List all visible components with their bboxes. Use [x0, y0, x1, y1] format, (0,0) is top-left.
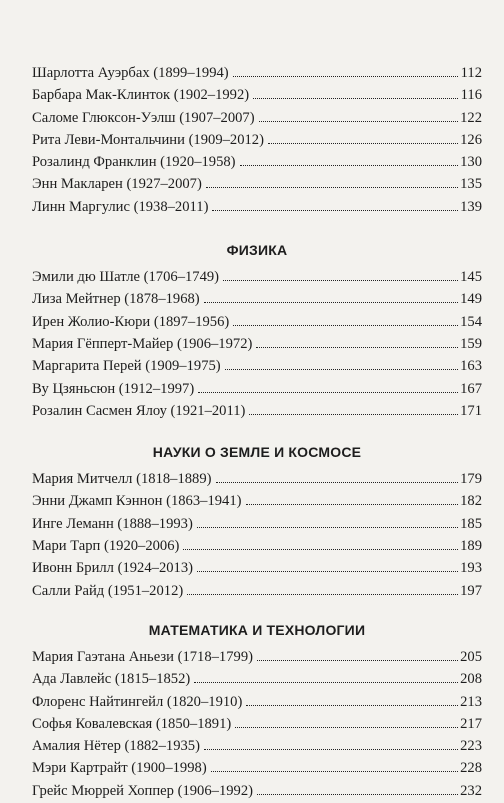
toc-entry-name: Ада Лавлейс (1815–1852)	[32, 671, 191, 688]
toc-entry[interactable]	[32, 646, 482, 668]
toc-entry-page: 197	[460, 582, 482, 599]
toc-entry-name: Амалия Нётер (1882–1935)	[32, 738, 200, 755]
dot-leader	[198, 392, 458, 393]
toc-entry-page: 126	[460, 131, 482, 148]
dot-leader	[216, 482, 458, 483]
toc-entry[interactable]	[32, 355, 482, 377]
dot-leader	[257, 660, 458, 661]
toc-entry-page: 217	[460, 715, 482, 732]
toc-entry-name: Рита Леви-Монтальчини (1909–2012)	[32, 131, 264, 148]
toc-entry-page: 167	[460, 380, 482, 397]
toc-entry[interactable]	[32, 490, 482, 512]
toc-entry-name: Эмили дю Шатле (1706–1749)	[32, 269, 220, 286]
toc-entry-name: Ивонн Брилл (1924–2013)	[32, 560, 193, 577]
toc-section-earth-space	[32, 442, 482, 602]
toc-entry-page: 149	[460, 291, 482, 308]
toc-entry-page: 182	[460, 493, 482, 510]
toc-entry-name: Маргарита Перей (1909–1975)	[32, 358, 221, 375]
dot-leader	[197, 571, 458, 572]
section-heading: ФИЗИКА	[226, 242, 288, 259]
dot-leader	[206, 187, 458, 188]
toc-entry-name: Салли Райд (1951–2012)	[32, 582, 184, 599]
dot-leader	[240, 165, 458, 166]
dot-leader	[246, 504, 459, 505]
toc-entry-name: Грейс Мюррей Хоппер (1906–1992)	[32, 782, 253, 799]
dot-leader	[233, 76, 458, 77]
toc-entry-name: Мария Митчелл (1818–1889)	[32, 471, 212, 488]
toc-entry[interactable]	[32, 311, 482, 333]
toc-entry-page: 122	[460, 109, 482, 126]
toc-entry-page: 208	[460, 671, 482, 688]
dot-leader	[257, 794, 458, 795]
toc-entry-page: 213	[460, 693, 482, 710]
section-heading: МАТЕМАТИКА И ТЕХНОЛОГИИ	[148, 621, 366, 638]
dot-leader	[204, 749, 458, 750]
toc-entry-page: 154	[460, 313, 482, 330]
toc-entry-name: Линн Маргулис (1938–2011)	[32, 198, 209, 215]
dot-leader	[259, 121, 458, 122]
toc-section-math-tech	[32, 620, 482, 802]
toc-entry[interactable]	[32, 468, 482, 490]
toc-entry-page: 112	[460, 65, 482, 81]
toc-entry[interactable]	[32, 333, 482, 355]
toc-entry-page: 171	[460, 402, 482, 419]
toc-entry[interactable]	[32, 735, 482, 757]
toc-entry-name: Ирен Жолио-Кюри (1897–1956)	[32, 313, 230, 330]
dot-leader	[246, 705, 458, 706]
dot-leader	[256, 347, 458, 348]
toc-entry-page: 185	[460, 515, 482, 532]
toc-entry[interactable]	[32, 266, 482, 288]
toc-entry-name: Мэри Картрайт (1900–1998)	[32, 760, 207, 777]
toc-entry-name: Лиза Мейтнер (1878–1968)	[32, 291, 200, 308]
dot-leader	[235, 727, 458, 728]
dot-leader	[249, 414, 458, 415]
toc-entry-page: 135	[460, 176, 482, 193]
toc-section-continued	[32, 62, 482, 218]
toc-entry[interactable]	[32, 400, 482, 422]
toc-entry[interactable]	[32, 580, 482, 602]
toc-entry-page: 159	[460, 335, 482, 352]
toc-entry-page: 189	[460, 538, 482, 555]
toc-entry-name: Софья Ковалевская (1850–1891)	[32, 715, 232, 732]
toc-section-physics	[32, 240, 482, 422]
toc-entry[interactable]	[32, 557, 482, 579]
toc-entry[interactable]	[32, 668, 482, 690]
toc-entry[interactable]	[32, 535, 482, 557]
toc-entry-name: Шарлотта Ауэрбах (1899–1994)	[32, 65, 229, 81]
toc-entry-name: Энни Джамп Кэннон (1863–1941)	[32, 493, 242, 510]
toc-entry[interactable]	[32, 513, 482, 535]
dot-leader	[204, 302, 458, 303]
dot-leader	[212, 210, 458, 211]
toc-entry[interactable]	[32, 107, 482, 129]
dot-leader	[187, 594, 458, 595]
toc-entry-page: 145	[460, 269, 482, 286]
toc-entry-name: Энн Макларен (1927–2007)	[32, 176, 202, 193]
toc-entry[interactable]	[32, 151, 482, 173]
toc-entry-page: 232	[460, 782, 482, 799]
dot-leader	[211, 771, 458, 772]
toc-entry-name: Розалин Сасмен Ялоу (1921–2011)	[32, 402, 246, 419]
toc-entry[interactable]	[32, 378, 482, 400]
toc-entry-page: 130	[460, 154, 482, 171]
toc-entry[interactable]	[32, 757, 482, 779]
toc-entry[interactable]	[32, 173, 482, 195]
toc-entry-name: Флоренс Найтингейл (1820–1910)	[32, 693, 243, 710]
toc-entry-page: 116	[460, 87, 482, 104]
section-spacer	[32, 218, 482, 240]
toc-entry-page: 139	[460, 198, 482, 215]
toc-entry-name: Мари Тарп (1920–2006)	[32, 538, 180, 555]
dot-leader	[233, 325, 458, 326]
toc-entry[interactable]	[32, 129, 482, 151]
dot-leader	[183, 549, 458, 550]
table-of-contents	[32, 62, 482, 802]
toc-entry-name: Ву Цзяньсюн (1912–1997)	[32, 380, 195, 397]
toc-entry-page: 163	[460, 358, 482, 375]
dot-leader	[268, 143, 458, 144]
toc-entry[interactable]	[32, 780, 482, 802]
toc-entry-page: 193	[460, 560, 482, 577]
toc-entry-name: Мария Гёпперт-Майер (1906–1972)	[32, 335, 253, 352]
dot-leader	[223, 280, 458, 281]
toc-entry-name: Саломе Глюксон-Уэлш (1907–2007)	[32, 109, 255, 126]
toc-entry-page: 205	[460, 648, 482, 665]
toc-entry[interactable]	[32, 691, 482, 713]
toc-entry-name: Инге Леманн (1888–1993)	[32, 515, 193, 532]
toc-entry[interactable]	[32, 84, 482, 106]
toc-entry-page: 228	[460, 760, 482, 777]
section-spacer	[32, 602, 482, 620]
toc-entry[interactable]	[32, 288, 482, 310]
dot-leader	[253, 98, 458, 99]
section-spacer	[32, 422, 482, 442]
toc-entry-name: Барбара Мак-Клинток (1902–1992)	[32, 87, 250, 104]
toc-entry[interactable]	[32, 62, 482, 84]
toc-entry-page: 179	[460, 471, 482, 488]
toc-entry-name: Мария Гаэтана Аньези (1718–1799)	[32, 648, 253, 665]
toc-entry-name: Розалинд Франклин (1920–1958)	[32, 154, 236, 171]
dot-leader	[197, 527, 458, 528]
toc-entry[interactable]	[32, 196, 482, 218]
dot-leader	[225, 369, 458, 370]
toc-entry-page: 223	[460, 738, 482, 755]
dot-leader	[194, 682, 458, 683]
toc-entry[interactable]	[32, 713, 482, 735]
section-heading: НАУКИ О ЗЕМЛЕ И КОСМОСЕ	[152, 444, 362, 461]
